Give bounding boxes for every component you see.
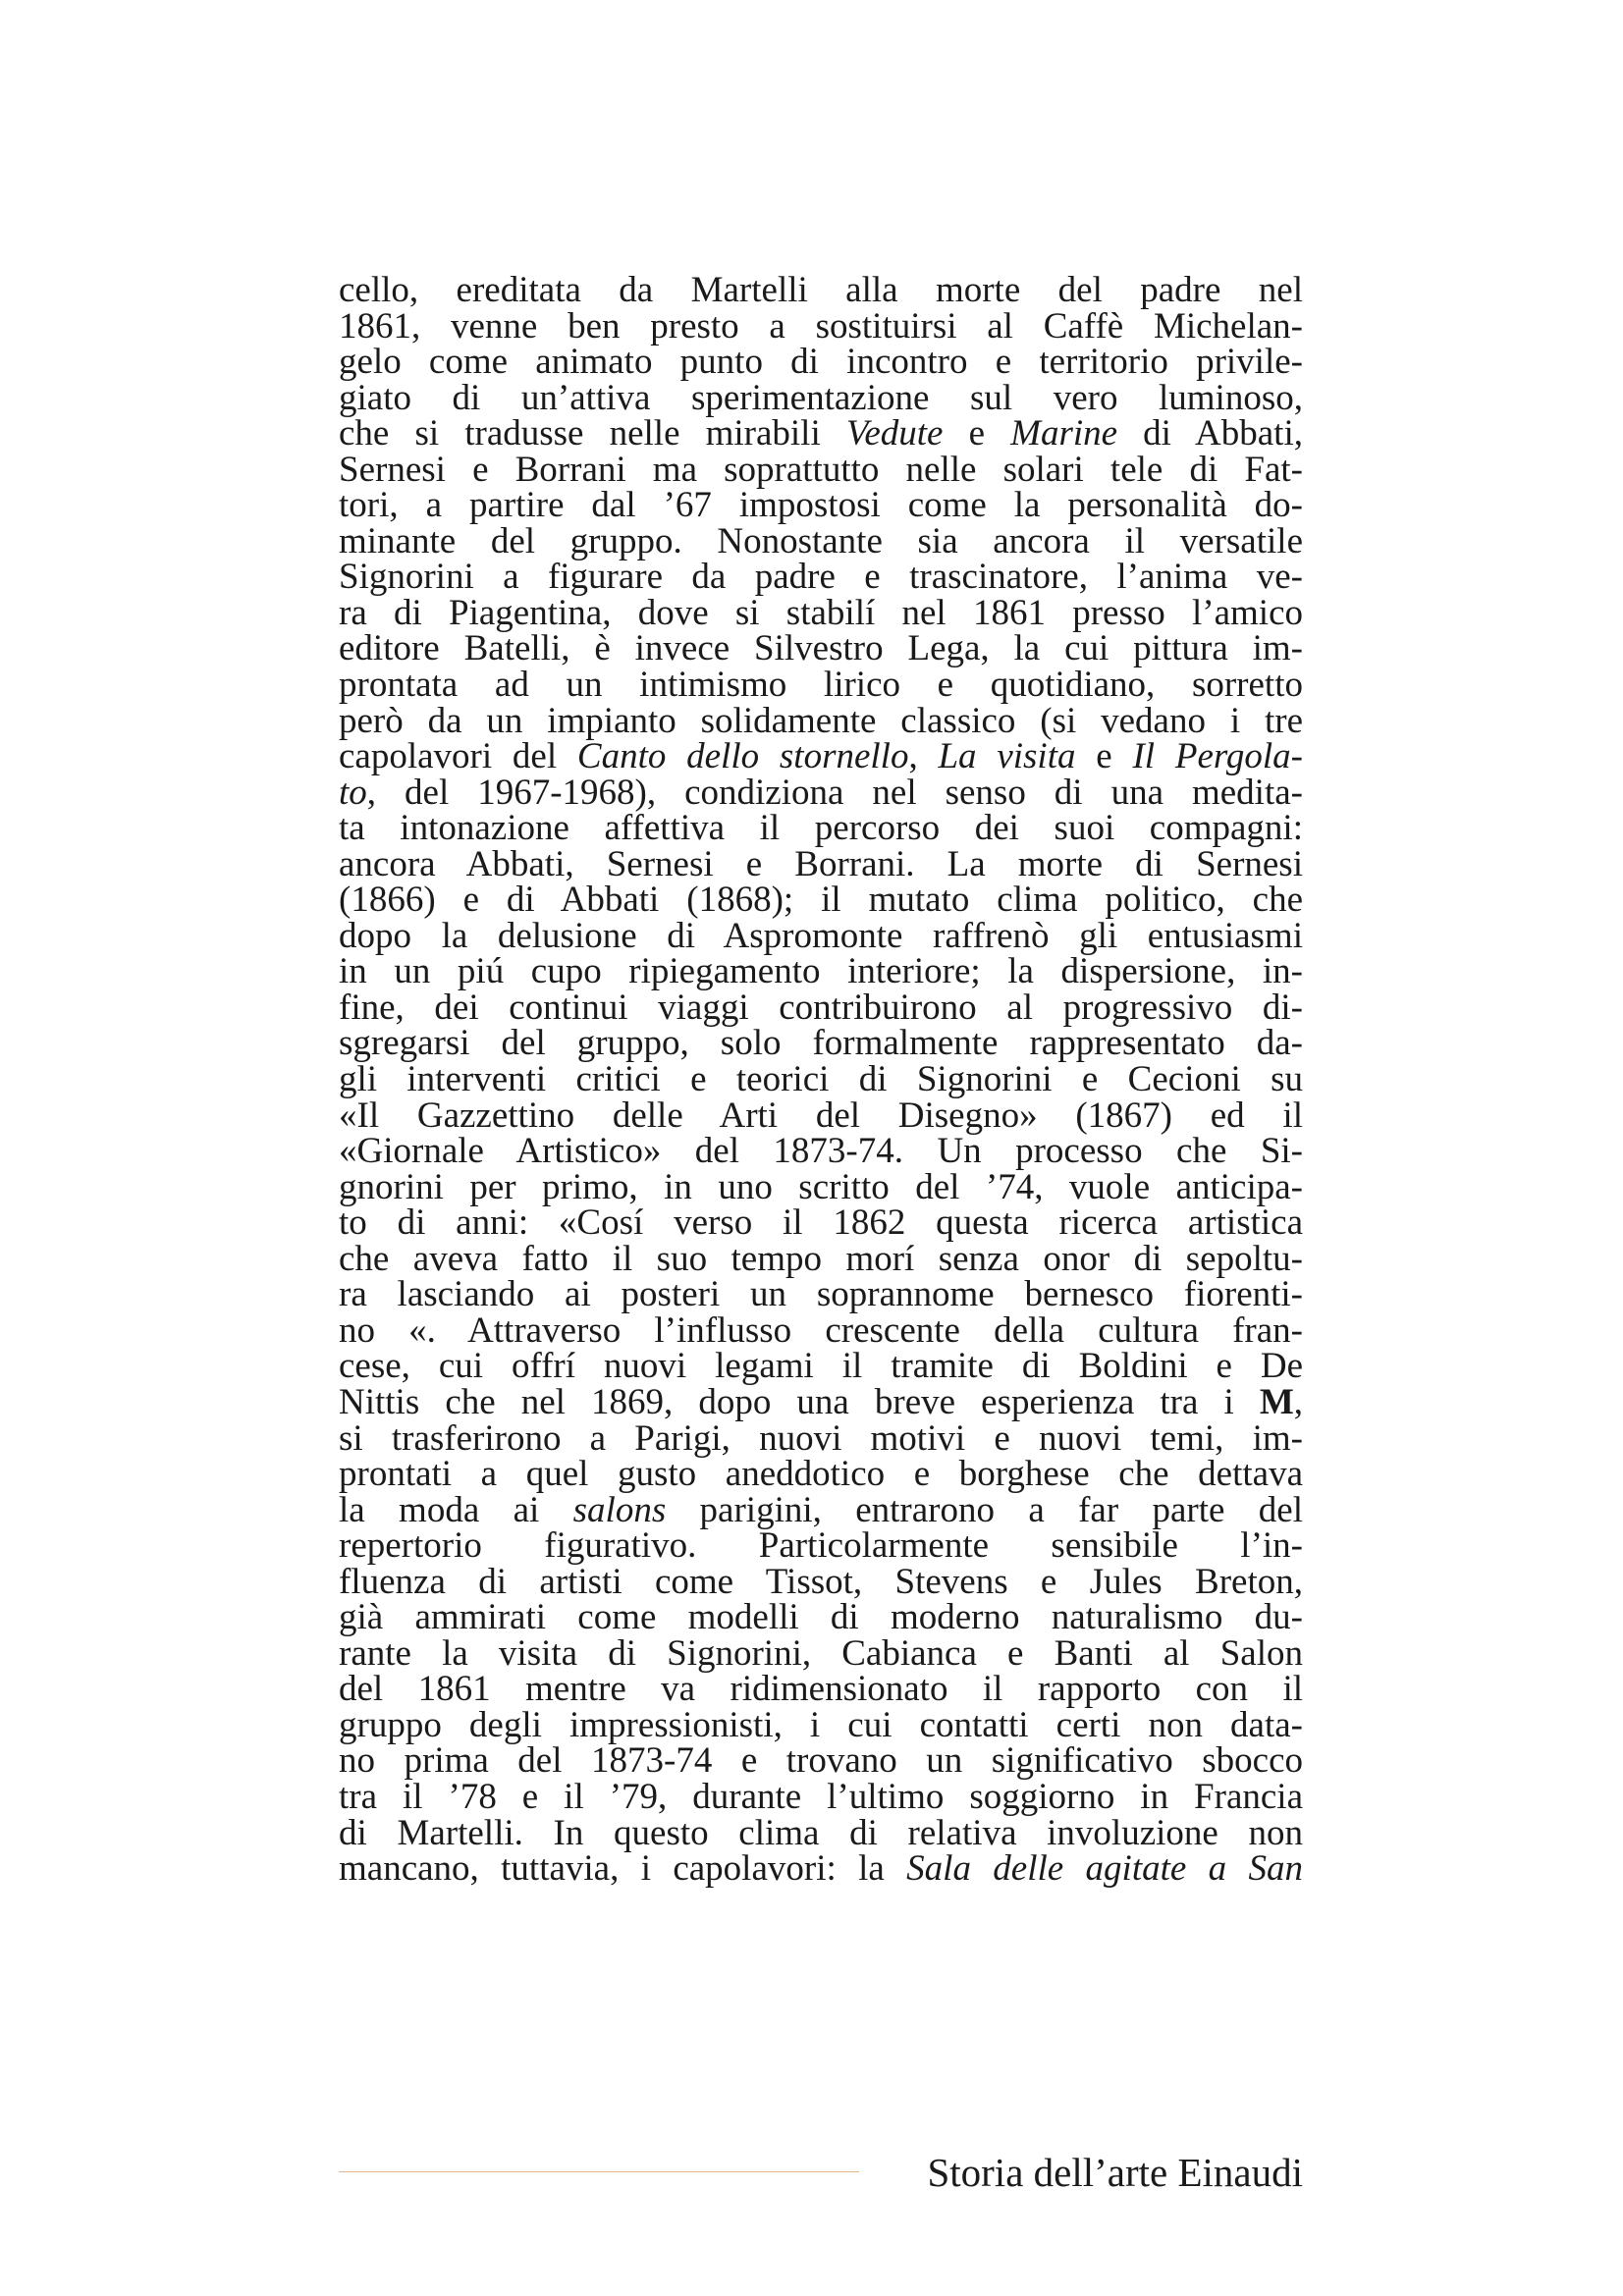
text-line [339,1166,1303,1207]
text-line [339,557,1303,598]
text-run: che si tradusse nelle mirabili [339,413,846,454]
text-run: in un piú cupo ripiegamento interiore; la dispersione, in- [339,951,1303,992]
text-line [339,1597,1303,1638]
text-run: si trasferirono a Parigi, nuovi motivi e nuovi temi, im- [339,1417,1303,1459]
text-run: , [908,736,939,777]
italic-title: Marine [1010,413,1118,454]
text-line [339,1740,1303,1782]
text-run: fluenza di artisti come Tissot, Stevens e Jules Breton, [339,1561,1303,1602]
text-line [339,1812,1303,1853]
text-line [339,915,1303,956]
text-run: ra di Piagentina, dove si stabilí nel 1861 presso l’amico [339,592,1303,633]
text-run: gruppo degli impressionisti, i cui contatti certi non data- [339,1704,1303,1745]
text-line [339,951,1303,992]
text-line [339,413,1303,454]
text-run: , [1293,1381,1303,1422]
text-run: mancano, tuttavia, i capolavori: la [339,1848,907,1890]
text-run: ancora Abbati, Sernesi e Borrani. La morte di Sernesi [339,843,1303,884]
text-run: gli interventi critici e teorici di Signorini e Cecioni su [339,1059,1303,1100]
text-run: , del 1967-1968), condiziona nel senso di una medita- [366,772,1303,813]
text-line [339,485,1303,526]
text-run: tori, a partire dal ’67 impostosi come la personalità do- [339,485,1303,526]
text-line [339,1848,1304,1890]
text-run: però da un impianto solidamente classico (si vedano i tre [339,700,1303,741]
text-run: prontata ad un intimismo lirico e quotidiano, sorretto [339,665,1303,706]
italic-title: salons [572,1489,667,1530]
text-line [339,772,1303,813]
italic-title: Canto dello stornello [576,736,909,777]
text-run: no prima del 1873-74 e trovano un significativo sbocco [339,1740,1303,1782]
text-run: gnorini per primo, in uno scritto del ’74, vuole anticipa- [339,1166,1303,1207]
text-run: «Il Gazzettino delle Arti del Disegno» (1867) ed il [339,1095,1303,1136]
text-line [339,592,1303,633]
text-run: e [943,413,1011,454]
text-line [339,270,1303,310]
text-line [339,1346,1303,1387]
text-run: Nittis che nel 1869, dopo una breve esperienza tra i [339,1381,1260,1422]
text-line [339,1489,1303,1530]
bold-mark: M [1259,1381,1294,1422]
text-line [339,1669,1303,1710]
text-line [339,520,1303,561]
text-line [339,342,1303,383]
italic-title: Il Pergola- [1132,736,1303,777]
text-line [339,882,1303,919]
text-run: del 1861 mentre va ridimensionato il rapporto con il [339,1669,1303,1710]
footer-publication-label: Storia dell’arte Einaudi [927,2150,1303,2195]
text-run: editore Batelli, è invece Silvestro Lega, la cui pittura im- [339,628,1303,669]
text-run: Signorini a figurare da padre e trascinatore, l’anima ve- [339,557,1303,598]
text-line [339,1131,1303,1172]
text-run: dopo la delusione di Aspromonte raffrenò gli entusiasmi [339,915,1303,956]
text-line [339,1381,1303,1422]
italic-title: Vedute [845,413,944,454]
text-line [339,1704,1303,1745]
page-footer [339,2148,1303,2197]
text-run: sgregarsi del gruppo, solo formalmente rappresentato da- [339,1023,1303,1064]
text-run: e [1075,736,1133,777]
text-run: la moda ai [339,1489,573,1530]
text-line [339,1776,1303,1817]
text-line [339,700,1303,741]
text-line [339,1632,1303,1674]
italic-title: La visita [938,736,1076,777]
text-line [339,1561,1303,1602]
text-line [339,987,1303,1028]
text-run: capolavori del [339,736,577,777]
text-line [339,1274,1303,1315]
text-run: ra lasciando ai posteri un soprannome bernesco fiorenti- [339,1274,1303,1315]
text-run: parigini, entrarono a far parte del [666,1489,1303,1530]
text-run: fine, dei continui viaggi contribuirono al progressivo di- [339,987,1303,1028]
text-run: cello, ereditata da Martelli alla morte del padre nel [339,270,1303,310]
text-run: Sernesi e Borrani ma soprattutto nelle solari tele di Fat- [339,449,1303,490]
text-run: che aveva fatto il suo tempo morí senza onor di sepoltu- [339,1238,1303,1279]
italic-title: to [339,772,367,813]
text-line [339,1417,1303,1459]
text-line [339,1202,1303,1244]
text-line [339,1309,1303,1351]
text-line [339,1095,1303,1136]
text-run: tra il ’78 e il ’79, durante l’ultimo soggiorno in Francia [339,1776,1303,1817]
text-run: cese, cui offrí nuovi legami il tramite di Boldini e De [339,1346,1303,1387]
text-run: (1866) e di Abbati (1868); il mutato clima politico, che [339,880,1303,921]
text-line [339,843,1303,884]
text-run: minante del gruppo. Nonostante sia ancora il versatile [339,520,1303,561]
text-run: repertorio figurativo. Particolarmente sensibile l’in- [339,1525,1303,1567]
text-line [339,1454,1303,1495]
text-run: ta intonazione affettiva il percorso dei suoi compagni: [339,808,1303,849]
text-run: di Martelli. In questo clima di relativa involuzione non [339,1812,1303,1853]
text-line [339,667,1303,704]
body-text-column [339,270,1304,1890]
text-line [339,628,1303,669]
text-run: no «. Attraverso l’influsso crescente della cultura fran- [339,1309,1303,1351]
text-run: gelo come animato punto di incontro e territorio privile- [339,342,1303,383]
text-line [339,1525,1303,1567]
text-line [339,305,1303,347]
footer-rule [339,2171,859,2172]
text-line [339,449,1303,490]
text-line [339,1023,1303,1064]
text-line [339,377,1303,418]
text-run: di Abbati, [1117,413,1303,454]
text-line [339,1059,1303,1100]
text-line [339,1238,1303,1279]
text-line [339,736,1303,777]
text-run: rante la visita di Signorini, Cabianca e Banti al Salon [339,1632,1303,1674]
text-run: 1861, venne ben presto a sostituirsi al Caffè Michelan- [339,305,1303,347]
text-run: «Giornale Artistico» del 1873-74. Un processo che Si- [339,1131,1303,1172]
text-run: già ammirati come modelli di moderno naturalismo du- [339,1597,1303,1638]
text-line [339,808,1303,849]
text-run: prontati a quel gusto aneddotico e borghese che dettava [339,1454,1303,1495]
text-run: to di anni: «Cosí verso il 1862 questa ricerca artistica [339,1202,1303,1244]
italic-title: Sala delle agitate a San [906,1848,1304,1890]
text-run: giato di un’attiva sperimentazione sul vero luminoso, [339,377,1303,418]
